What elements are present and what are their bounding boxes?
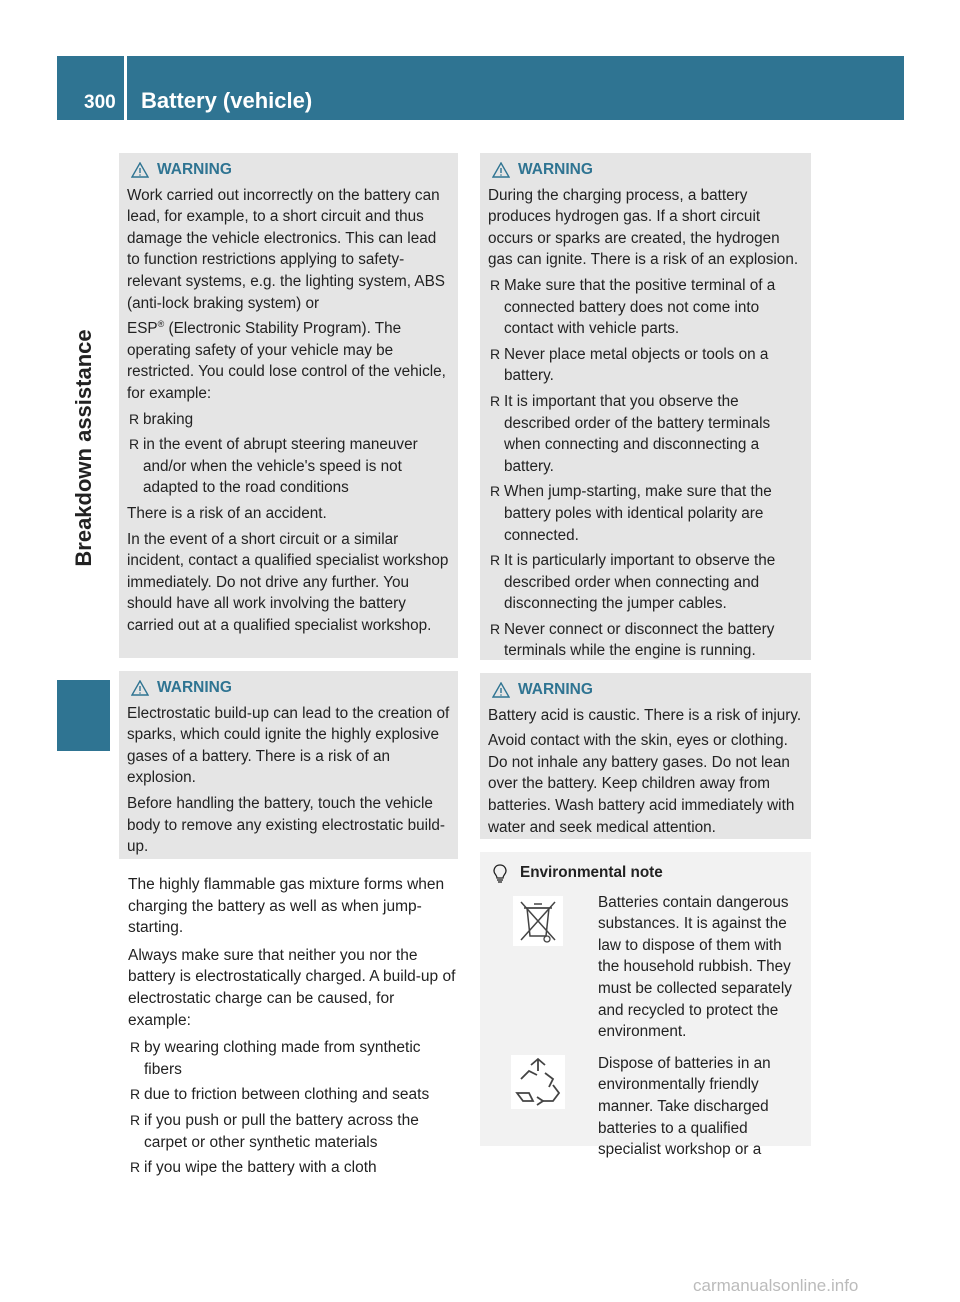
warning-label: WARNING [518,681,593,698]
warning-heading [131,677,450,699]
list-item: R When jump-starting, make sure that the battery poles with identical polarity are connected. [488,481,803,546]
warning-bullet-list [127,409,450,499]
warning-text: Before handling the battery, touch the vehicle body to remove any existing electrostatic build-up. [127,794,445,856]
page-title: Battery (vehicle) [141,88,313,113]
list-item: R It is important that you observe the described order of the battery terminals when connecting and disconnecting a battery. [488,391,803,477]
warning-box-hydrogen [480,153,811,660]
page-number: 300 [84,92,116,113]
warning-heading [492,679,803,701]
warning-heading [131,159,450,181]
warning-text: Electrostatic build-up can lead to the creation of sparks, which could ignite the highly explosive gases of a battery. There is a risk of an explosion. [127,704,450,787]
warning-text: Avoid contact with the skin, eyes or clothing. Do not inhale any battery gases. Do not lean over the battery. Keep children away from batteries. Wash battery acid immediately with water and seek medical attention. [488,732,795,836]
list-item: R due to friction between clothing and seats [128,1084,460,1106]
watermark: carmanualsonline.info [693,1276,859,1295]
warning-label: WARNING [157,679,232,696]
warning-label: WARNING [518,161,593,178]
list-item: R by wearing clothing made from synthetic fibers [128,1037,460,1080]
esp-label: ESP [127,320,158,338]
warning-text [127,185,450,405]
environmental-note-box [480,852,811,1159]
warning-triangle-icon [131,162,149,178]
warning-text-b: (Electronic Stability Program). The operating safety of your vehicle may be restricted. You could lose control of the vehicle, for example: [127,320,446,403]
env-note-title: Environmental note [520,864,663,881]
warning-triangle-icon [492,162,510,178]
warning-heading [492,159,803,181]
warning-bullet-list [488,275,803,662]
side-tab-block [57,680,110,751]
env-note-item [488,892,803,1043]
side-section-label: Breakdown assistance [71,329,96,567]
list-item: R in the event of abrupt steering maneuver and/or when the vehicle's speed is not adapted to the road conditions [127,434,450,499]
warning-text-a: Work carried out incorrectly on the battery can lead, for example, to a short circuit and thus damage the vehicle electronics. This can lead to function restrictions applying to safety-relevant systems, e.g. the lighting system, ABS (anti-lock braking system) or [127,186,445,312]
warning-text: There is a risk of an accident. [127,505,327,522]
list-item: R Make sure that the positive terminal of a connected battery does not come into contact with vehicle parts. [488,275,803,340]
warning-box-electrostatic [119,671,458,859]
warning-text: Battery acid is caustic. There is a risk of injury. [488,706,802,724]
env-note-text: Batteries contain dangerous substances. It is against the law to dispose of them with the household rubbish. They must be collected separately and recycled to protect the environment. [598,893,792,1041]
list-item: R Never place metal objects or tools on a battery. [488,344,803,387]
env-icon-cell [488,892,588,1043]
warning-triangle-icon [131,680,149,696]
body-paragraph: Always make sure that neither you nor the battery is electrostatically charged. A build-up of electrostatic charge can be caused, for example: [128,946,456,1029]
env-note-item [488,1053,803,1161]
body-text [128,874,460,1183]
header-separator [124,56,127,120]
list-item: R braking [127,409,450,431]
list-item: R Never connect or disconnect the battery terminals while the engine is running. [488,619,803,662]
warning-box-acid [480,673,811,839]
warning-text: During the charging process, a battery produces hydrogen gas. If a short circuit occurs or sparks are created, the hydrogen gas can ignite. There is a risk of an explosion. [488,186,799,269]
list-item: R if you push or pull the battery across the carpet or other synthetic materials [128,1110,460,1153]
body-bullet-list [128,1037,460,1179]
lightbulb-icon [492,863,508,883]
list-item: R It is particularly important to observe the described order when connecting and disconnecting the jumper cables. [488,550,803,615]
warning-text: In the event of a short circuit or a similar incident, contact a qualified specialist workshop immediately. Do not drive any further. You should have all work involving the battery carried out at a qualified specialist workshop. [127,530,449,634]
recycle-icon [509,1053,567,1111]
env-note-heading [492,862,803,884]
list-item: R if you wipe the battery with a cloth [128,1157,460,1179]
warning-triangle-icon [492,682,510,698]
registered-mark: ® [157,319,165,330]
env-icon-cell [488,1053,588,1161]
crossed-out-bin-icon [509,892,567,950]
warning-box-electronics [119,153,458,658]
body-paragraph: The highly flammable gas mixture forms when charging the battery as well as when jump-starting. [128,876,445,937]
warning-label: WARNING [157,161,232,178]
env-note-text: Dispose of batteries in an environmentally friendly manner. Take discharged batteries to a qualified specialist workshop or a [598,1054,771,1159]
